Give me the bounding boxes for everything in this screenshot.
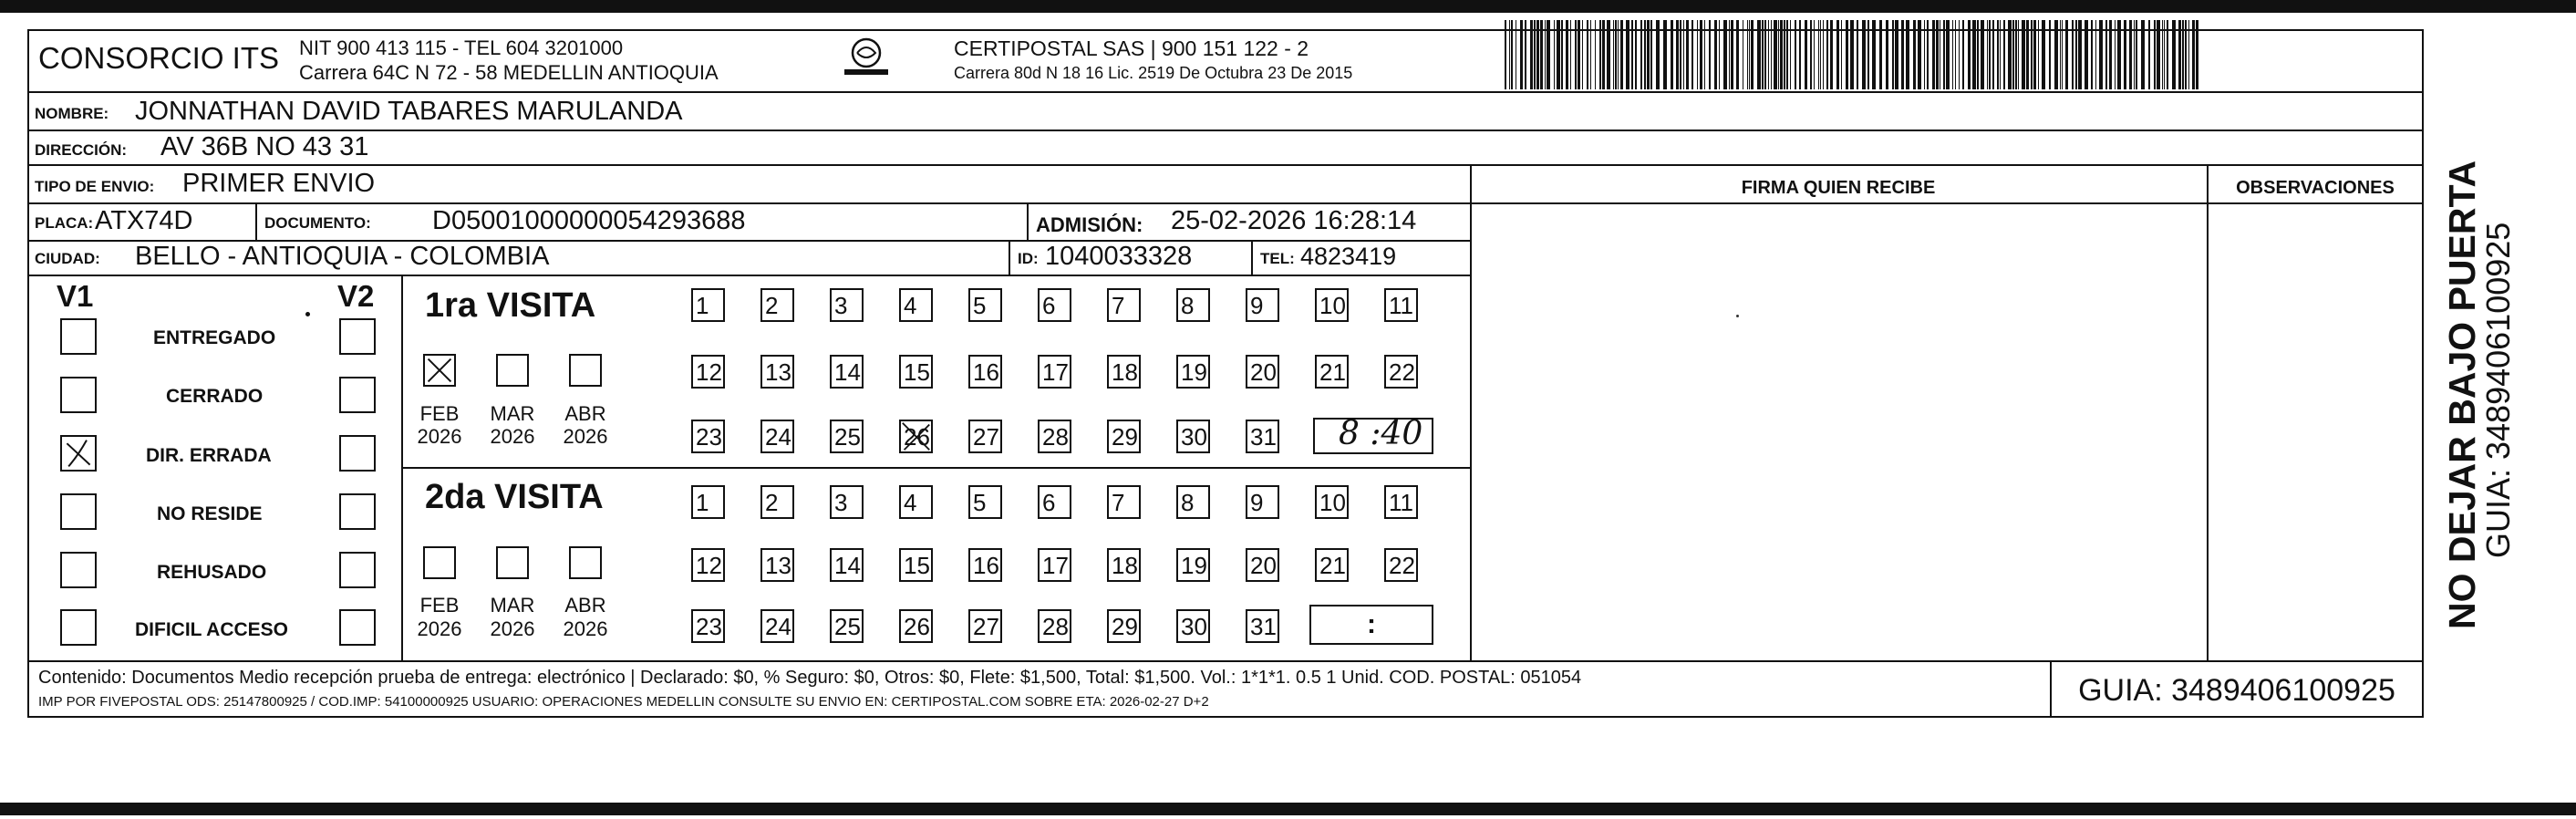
second-visit-day[interactable]: 14	[830, 548, 864, 582]
first-visit-day[interactable]: 8	[1176, 288, 1210, 322]
first-visit-day-marked[interactable]	[899, 420, 933, 453]
status-label-no-reside: NO RESIDE	[157, 503, 263, 524]
status-label-cerrado: CERRADO	[166, 386, 264, 407]
first-visit-day[interactable]: 15	[899, 355, 933, 389]
v2-checkbox-dificil-acceso[interactable]	[339, 609, 376, 646]
ciudad-label: CIUDAD:	[35, 250, 100, 267]
second-visit-day[interactable]: 4	[899, 485, 933, 519]
second-visit-title: 2da VISITA	[425, 478, 604, 516]
second-visit-day[interactable]: 3	[830, 485, 864, 519]
company-name: CONSORCIO ITS	[38, 41, 280, 75]
second-visit-day[interactable]: 10	[1315, 485, 1349, 519]
first-visit-day[interactable]: 12	[691, 355, 725, 389]
status-label-dir-errada: DIR. ERRADA	[146, 445, 272, 466]
second-visit-day[interactable]: 13	[760, 548, 794, 582]
v2-checkbox-rehusado[interactable]	[339, 552, 376, 588]
second-visit-month-feb-label: FEB	[419, 594, 460, 617]
first-visit-day[interactable]: 17	[1038, 355, 1071, 389]
tel-label: TEL:	[1260, 250, 1295, 267]
footer-print-info: IMP POR FIVEPOSTAL ODS: 25147800925 / COD.IMP: 54100000925 USUARIO: OPERACIONES MEDELLIN CONSULTE SU ENVIO EN: CERTIPOSTAL.COM SOBRE ETA: 2026-02-27 D+2	[38, 694, 1209, 710]
second-visit-day[interactable]: 7	[1107, 485, 1141, 519]
second-visit-month-abr-checkbox[interactable]	[569, 546, 602, 579]
firma-header: FIRMA QUIEN RECIBE	[1741, 178, 1936, 198]
carrier-name: CERTIPOSTAL SAS | 900 151 122 - 2	[954, 36, 1309, 60]
v2-label: V2	[337, 279, 375, 313]
first-visit-day[interactable]: 19	[1176, 355, 1210, 389]
first-visit-day[interactable]: 18	[1107, 355, 1141, 389]
first-visit-day[interactable]: 9	[1246, 288, 1279, 322]
second-visit-day[interactable]: 24	[760, 609, 794, 643]
first-visit-day[interactable]: 13	[760, 355, 794, 389]
first-visit-time: 8 :40	[1339, 415, 1423, 452]
second-visit-day[interactable]: 27	[968, 609, 1002, 643]
first-visit-day[interactable]: 30	[1176, 420, 1210, 453]
first-visit-month-mar-checkbox[interactable]	[496, 354, 529, 387]
v1-checkbox-entregado[interactable]	[60, 318, 97, 355]
second-visit-month-feb-checkbox[interactable]	[423, 546, 456, 579]
barcode	[1505, 20, 2203, 89]
second-visit-day[interactable]: 16	[968, 548, 1002, 582]
observaciones-header: OBSERVACIONES	[2236, 178, 2395, 198]
v1-checkbox-dir-errada[interactable]	[60, 435, 97, 472]
first-visit-month-feb-label: FEB	[419, 402, 460, 425]
second-visit-day[interactable]: 26	[899, 609, 933, 643]
v1-checkbox-no-reside[interactable]	[60, 493, 97, 530]
second-visit-month-mar-label: MAR	[490, 594, 535, 617]
second-visit-year-mar: 2026	[490, 617, 535, 640]
signature-dot	[1736, 315, 1739, 317]
second-visit-month-abr-label: ABR	[564, 594, 606, 617]
cross-mark-icon	[901, 421, 931, 451]
check-mark-icon	[62, 437, 95, 470]
second-visit-day[interactable]: 15	[899, 548, 933, 582]
first-visit-day[interactable]: 28	[1038, 420, 1071, 453]
status-label-rehusado: REHUSADO	[157, 562, 267, 583]
second-visit-month-mar-checkbox[interactable]	[496, 546, 529, 579]
v2-checkbox-entregado[interactable]	[339, 318, 376, 355]
second-visit-day[interactable]: 31	[1246, 609, 1279, 643]
first-visit-day[interactable]: 23	[691, 420, 725, 453]
first-visit-day[interactable]: 21	[1315, 355, 1349, 389]
id-label: ID:	[1018, 250, 1039, 267]
first-visit-month-abr-checkbox[interactable]	[569, 354, 602, 387]
second-visit-day[interactable]: 22	[1384, 548, 1418, 582]
v1-checkbox-dificil-acceso[interactable]	[60, 609, 97, 646]
ciudad-value: BELLO - ANTIOQUIA - COLOMBIA	[135, 242, 550, 271]
second-visit-day[interactable]: 20	[1246, 548, 1279, 582]
status-label-entregado: ENTREGADO	[153, 327, 276, 348]
first-visit-day[interactable]: 27	[968, 420, 1002, 453]
second-visit-day[interactable]: 2	[760, 485, 794, 519]
form-frame	[27, 29, 2424, 718]
first-visit-day[interactable]: 10	[1315, 288, 1349, 322]
second-visit-day[interactable]: 1	[691, 485, 725, 519]
first-visit-day[interactable]: 25	[830, 420, 864, 453]
first-visit-day[interactable]: 31	[1246, 420, 1279, 453]
second-visit-day[interactable]: 17	[1038, 548, 1071, 582]
second-visit-year-feb: 2026	[417, 617, 462, 640]
first-visit-year-abr: 2026	[563, 425, 608, 448]
placa-value: ATX74D	[95, 206, 193, 235]
header-divider	[27, 91, 2424, 93]
v2-checkbox-no-reside[interactable]	[339, 493, 376, 530]
company-address: Carrera 64C N 72 - 58 MEDELLIN ANTIOQUIA	[299, 61, 719, 84]
second-visit-time: :	[1367, 609, 1376, 639]
second-visit-day[interactable]: 11	[1384, 485, 1418, 519]
first-visit-day[interactable]: 16	[968, 355, 1002, 389]
side-warning: NO DEJAR BAJO PUERTA	[2441, 160, 2483, 629]
certipostal-logo	[837, 35, 895, 84]
first-visit-day[interactable]: 3	[830, 288, 864, 322]
id-value: 1040033328	[1045, 242, 1193, 271]
first-visit-day[interactable]: 22	[1384, 355, 1418, 389]
first-visit-title: 1ra VISITA	[425, 286, 596, 325]
v1-checkbox-rehusado[interactable]	[60, 552, 97, 588]
top-border-bar	[0, 0, 2576, 13]
nombre-label: NOMBRE:	[35, 105, 109, 122]
first-visit-day[interactable]: 29	[1107, 420, 1141, 453]
side-guia: GUIA: 3489406100925	[2479, 222, 2517, 558]
second-visit-day[interactable]: 23	[691, 609, 725, 643]
tipo-envio-label: TIPO DE ENVIO:	[35, 178, 155, 195]
first-visit-day[interactable]: 11	[1384, 288, 1418, 322]
placa-label: PLACA:	[35, 214, 94, 232]
tel-value: 4823419	[1300, 243, 1397, 270]
footer-contents: Contenido: Documentos Medio recepción prueba de entrega: electrónico | Declarado: $0, % Seguro: $0, Otros: $0, Flete: $1,500, Total: $1,500. Vol.: 1*1*1. 0.5 1 Unid. COD. POSTAL: 051054	[38, 668, 1582, 688]
second-visit-day[interactable]: 28	[1038, 609, 1071, 643]
first-visit-day[interactable]: 24	[760, 420, 794, 453]
check-mark-icon	[425, 356, 454, 385]
v2-checkbox-cerrado[interactable]	[339, 377, 376, 413]
direccion-value: AV 36B NO 43 31	[160, 132, 369, 161]
second-visit-day[interactable]: 12	[691, 548, 725, 582]
documento-value: D05001000000054293688	[432, 206, 746, 235]
first-visit-month-mar-label: MAR	[490, 402, 535, 425]
second-visit-day[interactable]: 8	[1176, 485, 1210, 519]
second-visit-day[interactable]: 9	[1246, 485, 1279, 519]
first-visit-month-feb-checkbox[interactable]	[423, 354, 456, 387]
status-label-dificil-acceso: DIFICIL ACCESO	[135, 619, 289, 640]
second-visit-day[interactable]: 21	[1315, 548, 1349, 582]
second-visit-day[interactable]: 29	[1107, 609, 1141, 643]
first-visit-day[interactable]: 1	[691, 288, 725, 322]
second-visit-day[interactable]: 5	[968, 485, 1002, 519]
first-visit-day[interactable]: 20	[1246, 355, 1279, 389]
second-visit-day[interactable]: 25	[830, 609, 864, 643]
first-visit-day-marked-label: 26	[904, 423, 930, 451]
second-visit-day[interactable]: 6	[1038, 485, 1071, 519]
v1-label: V1	[57, 279, 94, 313]
first-visit-month-abr-label: ABR	[564, 402, 606, 425]
first-visit-day[interactable]: 7	[1107, 288, 1141, 322]
second-visit-day[interactable]: 19	[1176, 548, 1210, 582]
first-visit-day[interactable]: 14	[830, 355, 864, 389]
first-visit-year-mar: 2026	[490, 425, 535, 448]
nombre-value: JONNATHAN DAVID TABARES MARULANDA	[135, 97, 683, 126]
second-visit-day[interactable]: 18	[1107, 548, 1141, 582]
carrier-address: Carrera 80d N 18 16 Lic. 2519 De Octubra 23 De 2015	[954, 64, 1353, 82]
first-visit-day[interactable]: 6	[1038, 288, 1071, 322]
second-visit-day[interactable]: 30	[1176, 609, 1210, 643]
direccion-label: DIRECCIÓN:	[35, 141, 128, 159]
admision-label: ADMISIÓN:	[1036, 213, 1143, 236]
documento-label: DOCUMENTO:	[264, 214, 371, 232]
v1-checkbox-cerrado[interactable]	[60, 377, 97, 413]
tipo-envio-value: PRIMER ENVIO	[182, 169, 376, 198]
footer-divider	[27, 660, 2424, 662]
bottom-border-bar	[0, 803, 2576, 815]
first-visit-day[interactable]: 4	[899, 288, 933, 322]
stray-dot	[305, 312, 310, 316]
second-visit-year-abr: 2026	[563, 617, 608, 640]
admision-value: 25-02-2026 16:28:14	[1171, 206, 1417, 235]
company-nit: NIT 900 413 115 - TEL 604 3201000	[299, 36, 624, 59]
first-visit-day[interactable]: 5	[968, 288, 1002, 322]
first-visit-year-feb: 2026	[417, 425, 462, 448]
first-visit-day[interactable]: 2	[760, 288, 794, 322]
footer-guia: GUIA: 3489406100925	[2078, 673, 2395, 708]
v2-checkbox-dir-errada[interactable]	[339, 435, 376, 472]
